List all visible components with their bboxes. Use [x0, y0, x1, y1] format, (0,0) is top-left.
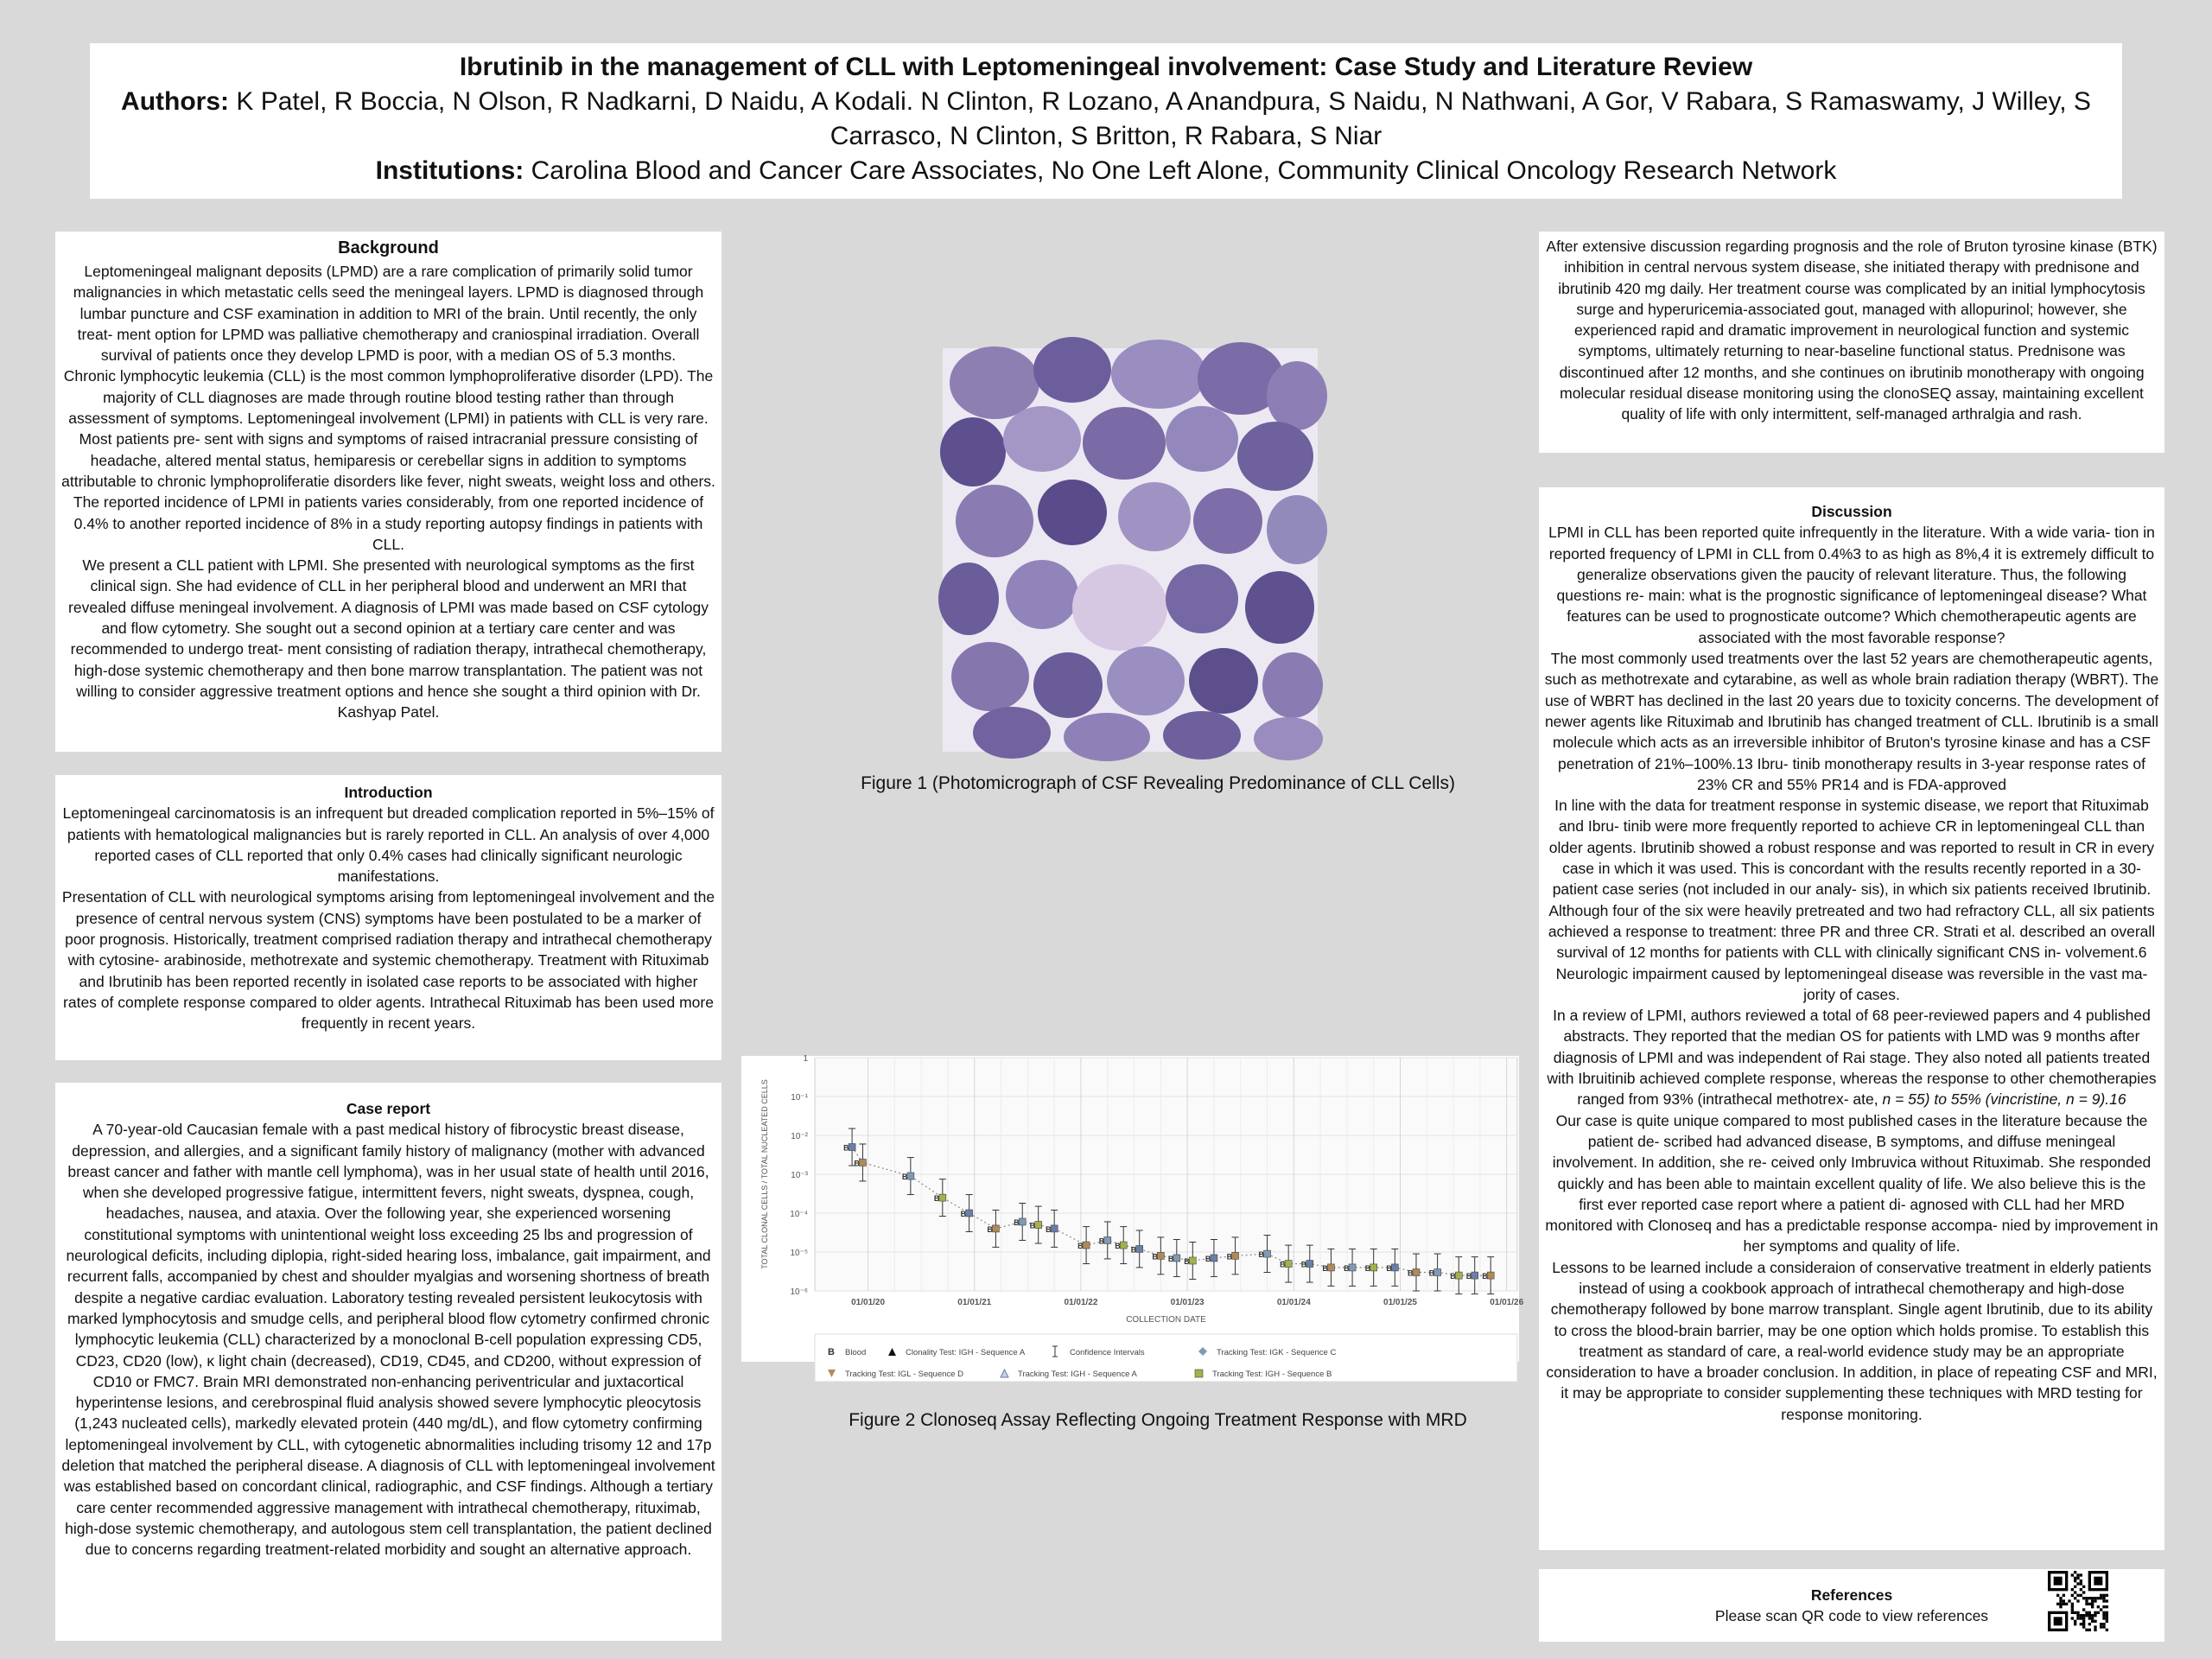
data-point	[1136, 1245, 1143, 1252]
blood-marker: B	[1014, 1217, 1020, 1227]
data-point	[1051, 1225, 1058, 1232]
background-heading: Background	[338, 238, 439, 257]
discussion-paragraph-4-italic: n = 55) to 55% (vincristine, n = 9).16	[1882, 1090, 2126, 1109]
blood-marker: B	[1280, 1260, 1286, 1269]
legend-label: Tracking Test: IGH - Sequence B	[1212, 1370, 1332, 1379]
blood-marker: B	[1184, 1256, 1190, 1266]
background-paragraph-1: Leptomeningeal malignant deposits (LPMD) are a rare complication of primarily solid tumor malignancies in which metastatic cells seed the meningeal layers. LPMD is diagnosed through lumbar puncture and CSF examination in addition to MRI of the brain. Until recently, the only treat- ment option for LPMD was palliative chemotherapy and craniospinal irradiation. Overall survival of patients once they develop LPMD is poor, with a median OS of 5.3 months.	[73, 263, 704, 365]
data-point	[1391, 1264, 1398, 1271]
legend-label: Clonality Test: IGH - Sequence A	[906, 1348, 1026, 1357]
discussion-paragraph-3: In line with the data for treatment response in systemic disease, we report that Rituximab and Ibru- tinib were more frequently reported to achieve CR in leptomeningeal CLL than older agents. Ibrutinib showed a robust response and was reported to result in CR in every case in which it was used. This is concordant with the results recently reported in a 30-patient case series (not included in our analy- sis), in which six patients received Ibrutinib. Although four of the six were heavily pretreated and two had refractory CLL, all six patients achieved a response to treatment: three PR and three CR. Strati et al. described an overall survival of 12 months for patients with CLL with clinically significant CNS in- volvement.6 Neurologic impairment caused by leptomeningeal disease was reversible in the vast ma- jority of cases.	[1548, 797, 2156, 1003]
legend-label: Blood	[845, 1348, 867, 1357]
legend-label: Confidence Intervals	[1070, 1348, 1145, 1357]
introduction-paragraph-2: Presentation of CLL with neurological symptoms arising from leptomeningeal involvement and the presence of central nervous system (CNS) symptoms have been postulated to be a marker of poor prognosis. Historically, treatment comprised radiation therapy and intrathecal chemotherapy with cytosine- arabinoside, methotrexate and systemic chemotherapy. Treatment with Rituximab and Ibrutinib has been reported recently in isolated case reports to be associated with higher rates of complete response compared to older agents. Intrathecal Rituximab has been used more frequently in recent years.	[61, 888, 715, 1033]
blood-marker: B	[854, 1159, 860, 1168]
background-section	[55, 232, 721, 752]
discussion-section	[1539, 487, 2164, 1550]
data-point	[1173, 1255, 1180, 1262]
data-point	[1035, 1222, 1042, 1229]
blood-marker: B	[1407, 1268, 1414, 1278]
blood-marker: B	[987, 1224, 993, 1234]
data-point	[849, 1144, 855, 1151]
blood-marker: B	[1167, 1254, 1174, 1263]
references-text: Please scan QR code to view references	[1714, 1607, 1989, 1625]
blood-marker: B	[1130, 1245, 1137, 1255]
data-point	[1157, 1252, 1164, 1259]
legend-symbol: B	[828, 1347, 835, 1357]
y-tick-label: 1	[803, 1054, 808, 1064]
data-point	[1327, 1264, 1334, 1271]
institutions-list: Carolina Blood and Cancer Care Associates, No One Left Alone, Community Clinical Oncology Research Network	[531, 156, 1837, 185]
x-tick-label: 01/01/24	[1276, 1298, 1311, 1307]
x-tick-label: 01/01/22	[1064, 1298, 1098, 1307]
x-tick-label: 01/01/23	[1170, 1298, 1205, 1307]
blood-marker: B	[1344, 1263, 1350, 1273]
case-report-section	[55, 1083, 721, 1641]
blood-marker: B	[960, 1210, 967, 1218]
institutions-line	[102, 154, 2110, 188]
clonoseq-chart-svg	[741, 1054, 1524, 1379]
data-point	[1120, 1242, 1127, 1249]
blood-marker: B	[1029, 1221, 1036, 1230]
background-paragraph-3: We present a CLL patient with LPMI. She presented with neurological symptoms as the first clinical sign. She had evidence of CLL in her peripheral blood and underwent an MRI that revealed diffuse meningeal involvement. A diagnosis of LPMI was made based on CSF cytology and flow cytometry. She sought out a second opinion at a tertiary care center and was recommended to undergo treat- ment consisting of radiation therapy, intrathecal chemotherapy, high-dose systemic chemotherapy and then bone marrow transplantation. The patient was not willing to consider aggressive treatment options and hence she sought a third opinion with Dr. Kashyap Patel.	[68, 556, 709, 721]
blood-marker: B	[1428, 1268, 1435, 1278]
blood-marker: B	[1077, 1242, 1084, 1251]
data-point	[966, 1210, 973, 1217]
legend-label: Tracking Test: IGL - Sequence D	[845, 1370, 963, 1379]
x-tick-label: 01/01/25	[1383, 1298, 1417, 1307]
treatment-course-paragraph: After extensive discussion regarding prognosis and the role of Bruton tyrosine kinase (BTK) inhibition in central nervous system disease, she initiated therapy with prednisone and ibrutinib 420 mg daily. Her treatment course was complicated by an initial lymphocytosis surge and hyperuricemia-associated gout, managed with allopurinol; however, she experienced rapid and dramatic improvement in neurological function and systemic symptoms, ultimately returning to near-baseline functional status. Prednisone was discontinued after 12 months, and she continues on ibrutinib monotherapy with ongoing molecular residual disease monitoring using the clonoSEQ assay, maintaining excellent quality of life with only intermittent, self-managed arthralgia and rash.	[1546, 238, 2158, 423]
introduction-paragraph-1: Leptomeningeal carcinomatosis is an infrequent but dreaded complication reported in 5%–15% of patients with hematological malignancies but is rarely reported in CLL. An analysis of over 4,000 reported cases of CLL reported that only 0.4% cases had clinically significant neurologic manifestations.	[62, 804, 715, 886]
discussion-paragraph-6: Lessons to be learned include a consideraion of conservative treatment in elderly patients instead of using a cookbook approach of intrathecal chemotherapy and high-dose chemotherapy followed by bone marrow transplant. Single agent Ibrutinib, due to its ability to cross the blood-brain barrier, may be one option which holds promise. To establish this treatment as standard of care, a real-world evidence study may be an appropriate consideration to have a broader conclusion. In addition, in place of repeating CSF and MRI, it may be appropriate to consider supplementing these techniques with MRD testing for response monitoring.	[1546, 1258, 2158, 1423]
data-point	[1487, 1272, 1494, 1279]
x-axis-label: COLLECTION DATE	[1126, 1315, 1206, 1325]
case-report-paragraph: A 70-year-old Caucasian female with a past medical history of fibrocystic breast disease, depression, and allergies, and a significant family history of malignancy (mother with advanced breast cancer and father with mantle cell lymphoma), was in her usual state of health until 2016, when she developed progressive fatigue, intermittent fevers, night sweats, dyspnea, cough, headaches, nausea, and ataxia. Over the following year, she experienced worsening constitutional symptoms with unintentional weight loss exceeding 25 lbs and progression of neurological deficits, including diplopia, right-sided hearing loss, imbalance, gait impairment, and recurrent falls, accompanied by chest and shoulder myalgias and worsening shortness of breath despite a negative cardiac evaluation. Laboratory testing revealed persistent leukocytosis with marked lymphocytosis and smudge cells, and peripheral blood flow cytometry confirmed chronic lymphocytic leukemia (CLL) characterized by a monoclonal B-cell population expressing CD5, CD23, CD20 (low), κ light chain (decreased), CD19, CD45, and CD200, without expression of CD10 or FMC7. Brain MRI demonstrated non-enhancing periventricular and juxtacortical hyperintense lesions, and cerebrospinal fluid analysis showed severe lymphocytic pleocytosis (1,243 nucleated cells), markedly elevated protein (440 mg/dL), and flow cytometry confirming leptomeningeal involvement by CLL, with cytogenetic abnormalities including trisomy 12 and 17p deletion that matched the peripheral disease. A diagnosis of CLL with leptomeningeal involvement was established based on concordant clinical, radiographic, and CSF findings. Although a tertiary care center recommended aggressive management with intrathecal chemotherapy, rituximab, high-dose systemic chemotherapy, and autologous stem cell transplantation, the patient declined due to concerns regarding treatment-related morbidity and sought an alternative approach.	[61, 1121, 715, 1559]
institutions-label: Institutions:	[375, 156, 524, 185]
x-tick-label: 01/01/20	[851, 1298, 886, 1307]
data-point	[1471, 1272, 1478, 1279]
authors-list: K Patel, R Boccia, N Olson, R Nadkarni, D Naidu, A Kodali. N Clinton, R Lozano, A Anandpura, S Naidu, N Nathwani, A Gor, V Rabara, S Ramaswamy, J Willey, S Carrasco, N Clinton, S Britton, R Rabara, S Niar	[236, 87, 2091, 150]
discussion-paragraph-4	[1544, 1005, 2159, 1109]
poster-header	[90, 43, 2122, 199]
discussion-heading: Discussion	[1811, 503, 1892, 520]
background-paragraph-2: Chronic lymphocytic leukemia (CLL) is the most common lymphoproliferative disorder (LPD). The majority of CLL diagnoses are made through routine blood testing rather than through assessment of symptoms. Leptomeningeal involvement (LPMI) in patients with CLL is very rare. Most patients pre- sent with signs and symptoms of raised intracranial pressure consisting of headache, altered mental status, hemiparesis or cerebellar signs in addition to symptoms attributable to chronic lymphoproliferatie disorders like fever, night sweats, weight loss and others. The reported incidence of LPMI in patients varies considerably, from one reported incidence of 0.4% to another reported incidence of 8% in a study reporting autopsy findings in patients with CLL.	[61, 367, 715, 553]
photomicrograph-image	[943, 348, 1318, 752]
discussion-paragraph-4-text: In a review of LPMI, authors reviewed a total of 68 peer-reviewed papers and 4 published abstracts. They reported that the median OS for patients with LMD was 9 months after diagnosis of LPMI and was independent of Rai stage. They also noted all patients treated with Ibruitinib achieved complete response, whereas the response to other chemotherapies ranged from 93% (intrathecal methotrex- ate,	[1547, 1007, 2157, 1109]
blood-marker: B	[843, 1143, 849, 1153]
blood-marker: B	[1258, 1250, 1265, 1260]
discussion-paragraph-1: LPMI in CLL has been reported quite infrequently in the literature. With a wide varia- tion in reported frequency of LPMI in CLL from 0.4%3 to as high as 8%,4 it is extremely difficult to generalize observations given the paucity of relevant literature. Thus, the following questions re- main: what is the prognostic significance of leptomeningeal disease? What features can be used to prognosticate outcome? Which chemotherapeutic agents are associated with the most favorable response?	[1548, 524, 2155, 646]
introduction-section	[55, 775, 721, 1060]
x-tick-label: 01/01/21	[957, 1298, 992, 1307]
introduction-heading: Introduction	[344, 784, 433, 801]
references-heading: References	[1810, 1586, 1893, 1604]
data-point	[1211, 1255, 1217, 1262]
y-tick-label: 10⁻²	[791, 1132, 808, 1141]
poster-title: Ibrutinib in the management of CLL with Leptomeningeal involvement: Case Study and Literature Review	[459, 53, 1753, 81]
blood-marker: B	[901, 1173, 908, 1182]
blood-marker: B	[1465, 1272, 1472, 1281]
data-point	[1083, 1242, 1090, 1249]
data-point	[1019, 1218, 1026, 1225]
data-point	[859, 1159, 866, 1166]
data-point	[1306, 1261, 1313, 1268]
blood-marker: B	[1046, 1224, 1052, 1234]
data-point	[1370, 1264, 1377, 1271]
blood-marker: B	[1115, 1242, 1121, 1251]
treatment-course-section	[1539, 232, 2164, 453]
data-point	[1285, 1261, 1292, 1268]
discussion-paragraph-2: The most commonly used treatments over the last 52 years are chemotherapeutic agents, such as methotrexate and cytarabine, as well as whole brain radiation therapy (WBRT). The use of WBRT has declined in the last 20 years due to toxicity concerns. The development of newer agents like Rituximab and Ibrutinib has changed treatment of CLL. Ibrutinib is a small molecule which acts as an irreversible inhibitor of Bruton's tyrosine kinase and has a CSF penetration of 21%–100%.13 Ibru- tinib monotherapy results in 3-year response rates of 23% CR and 55% PR14 and is FDA-approved	[1544, 650, 2159, 793]
data-point	[1413, 1269, 1420, 1276]
case-report-heading: Case report	[346, 1100, 431, 1117]
data-point	[1455, 1272, 1462, 1279]
data-point	[939, 1194, 946, 1201]
blood-marker: B	[1152, 1252, 1158, 1262]
blood-marker: B	[1482, 1272, 1488, 1281]
data-point	[1104, 1236, 1111, 1243]
y-tick-label: 10⁻¹	[791, 1093, 808, 1103]
data-point	[1434, 1269, 1441, 1276]
data-point	[1189, 1257, 1196, 1264]
data-point	[992, 1225, 999, 1232]
blood-marker: B	[1205, 1254, 1211, 1263]
blood-marker: B	[1226, 1252, 1233, 1262]
blood-marker: B	[1450, 1272, 1456, 1281]
y-tick-label: 10⁻⁵	[790, 1249, 808, 1258]
data-point	[1232, 1252, 1239, 1259]
y-tick-label: 10⁻⁶	[790, 1287, 808, 1297]
legend-symbol	[1195, 1370, 1203, 1377]
x-tick-label: 01/01/26	[1490, 1298, 1524, 1307]
figure-1-caption: Figure 1 (Photomicrograph of CSF Revealing Predominance of CLL Cells)	[861, 773, 1455, 793]
y-tick-label: 10⁻⁴	[790, 1210, 808, 1219]
blood-marker: B	[1386, 1263, 1392, 1273]
data-point	[1264, 1250, 1271, 1257]
csf-photomicrograph	[943, 348, 1318, 752]
blood-marker: B	[933, 1194, 940, 1204]
y-axis-label: TOTAL CLONAL CELLS / TOTAL NUCLEATED CELLS	[760, 1079, 769, 1269]
legend-label: Tracking Test: IGK - Sequence C	[1217, 1348, 1337, 1357]
y-tick-label: 10⁻³	[791, 1171, 808, 1180]
authors-line	[102, 85, 2110, 154]
blood-marker: B	[1364, 1263, 1371, 1273]
figure-2-caption: Figure 2 Clonoseq Assay Reflecting Ongoing Treatment Response with MRD	[849, 1410, 1467, 1430]
blood-marker: B	[1098, 1236, 1105, 1246]
authors-label: Authors:	[121, 87, 230, 116]
data-point	[1349, 1264, 1356, 1271]
blood-marker: B	[1322, 1263, 1328, 1273]
qr-code-icon[interactable]	[2048, 1571, 2108, 1631]
legend-label: Tracking Test: IGH - Sequence A	[1018, 1370, 1137, 1379]
data-point	[907, 1173, 914, 1179]
discussion-paragraph-5: Our case is quite unique compared to most published cases in the literature because the patient de- scribed had advanced disease, B symptoms, and diffuse meningeal involvement. In addition, she re- ceived only Imbruvica without Rituximab. She responded quickly and has been able to maintain excellent quality of life. We also believe this is the first ever reported case report where a patient di- agnosed with CLL had her MRD monitored with Clonoseq and has a predictable response accompa- nied by improvement in her symptoms and quality of life.	[1545, 1111, 2158, 1255]
blood-marker: B	[1300, 1260, 1307, 1269]
clonoseq-chart	[741, 1054, 1524, 1379]
